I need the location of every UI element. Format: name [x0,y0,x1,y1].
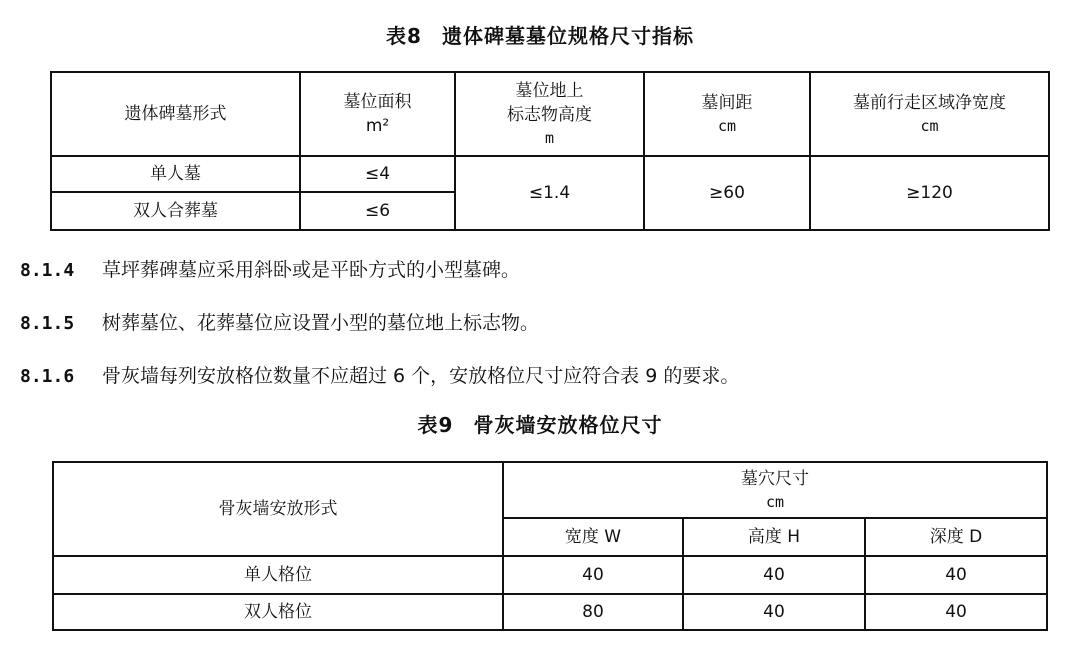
table-row [51,156,1049,192]
clause-8-1-6 [20,361,739,388]
walkway-value: ≥120 [810,156,1049,230]
row-depth: 40 [865,594,1047,630]
marker-height-value: ≤1.4 [455,156,644,230]
header-marker-height-unit: m [544,129,555,147]
table8-number: 表8 [386,24,422,48]
spacing-value: ≥60 [644,156,810,230]
row-form: 单人格位 [53,556,503,594]
header-size-unit: cm [765,493,785,511]
table9-header-row [53,462,1047,518]
row-area: ≤6 [300,192,455,230]
table-row [53,556,1047,594]
row-width: 40 [503,556,683,594]
row-area: ≤4 [300,156,455,192]
header-size-label: 墓穴尺寸 [741,469,809,489]
header-height: 高度 H [683,518,865,556]
table8-header-row [51,72,1049,156]
header-walkway-label: 墓前行走区域净宽度 [853,93,1006,113]
row-form: 双人格位 [53,594,503,630]
header-marker-height [455,72,644,156]
table8-title: 遗体碑墓墓位规格尺寸指标 [441,24,694,48]
header-form: 遗体碑墓形式 [51,72,300,156]
row-height: 40 [683,556,865,594]
header-walkway-unit: cm [920,117,939,135]
header-marker-height-line2: 标志物高度 [507,105,592,125]
clause-text: 草坪葬碑墓应采用斜卧或是平卧方式的小型墓碑。 [102,259,521,281]
header-depth: 深度 D [865,518,1047,556]
clause-number: 8.1.5 [20,313,75,334]
table9-number: 表9 [417,413,454,437]
header-area [300,72,455,156]
clause-text: 骨灰墙每列安放格位数量不应超过 6 个，安放格位尺寸应符合表 9 的要求。 [102,365,740,387]
header-spacing [644,72,810,156]
row-depth: 40 [865,556,1047,594]
header-walkway [810,72,1049,156]
row-height: 40 [683,594,865,630]
table-row [53,594,1047,630]
header-area-label: 墓位面积 [343,92,412,112]
clause-8-1-4 [20,255,520,282]
header-form: 骨灰墙安放形式 [53,462,503,556]
header-spacing-label: 墓间距 [701,93,753,113]
clause-number: 8.1.4 [20,260,75,281]
clause-text: 树葬墓位、花葬墓位应设置小型的墓位地上标志物。 [102,312,540,334]
header-marker-height-line1: 墓位地上 [515,81,584,101]
row-form: 双人合葬墓 [51,192,300,230]
header-size [503,462,1047,518]
table8-caption [0,20,1080,49]
clause-number: 8.1.6 [20,366,75,387]
header-area-unit: m² [365,116,390,136]
table9 [52,461,1048,631]
row-form: 单人墓 [51,156,300,192]
table8 [50,71,1050,231]
header-spacing-unit: cm [717,117,737,135]
header-width: 宽度 W [503,518,683,556]
row-width: 80 [503,594,683,630]
table9-title: 骨灰墙安放格位尺寸 [473,413,663,437]
clause-8-1-5 [20,308,539,335]
table9-caption [0,409,1080,438]
